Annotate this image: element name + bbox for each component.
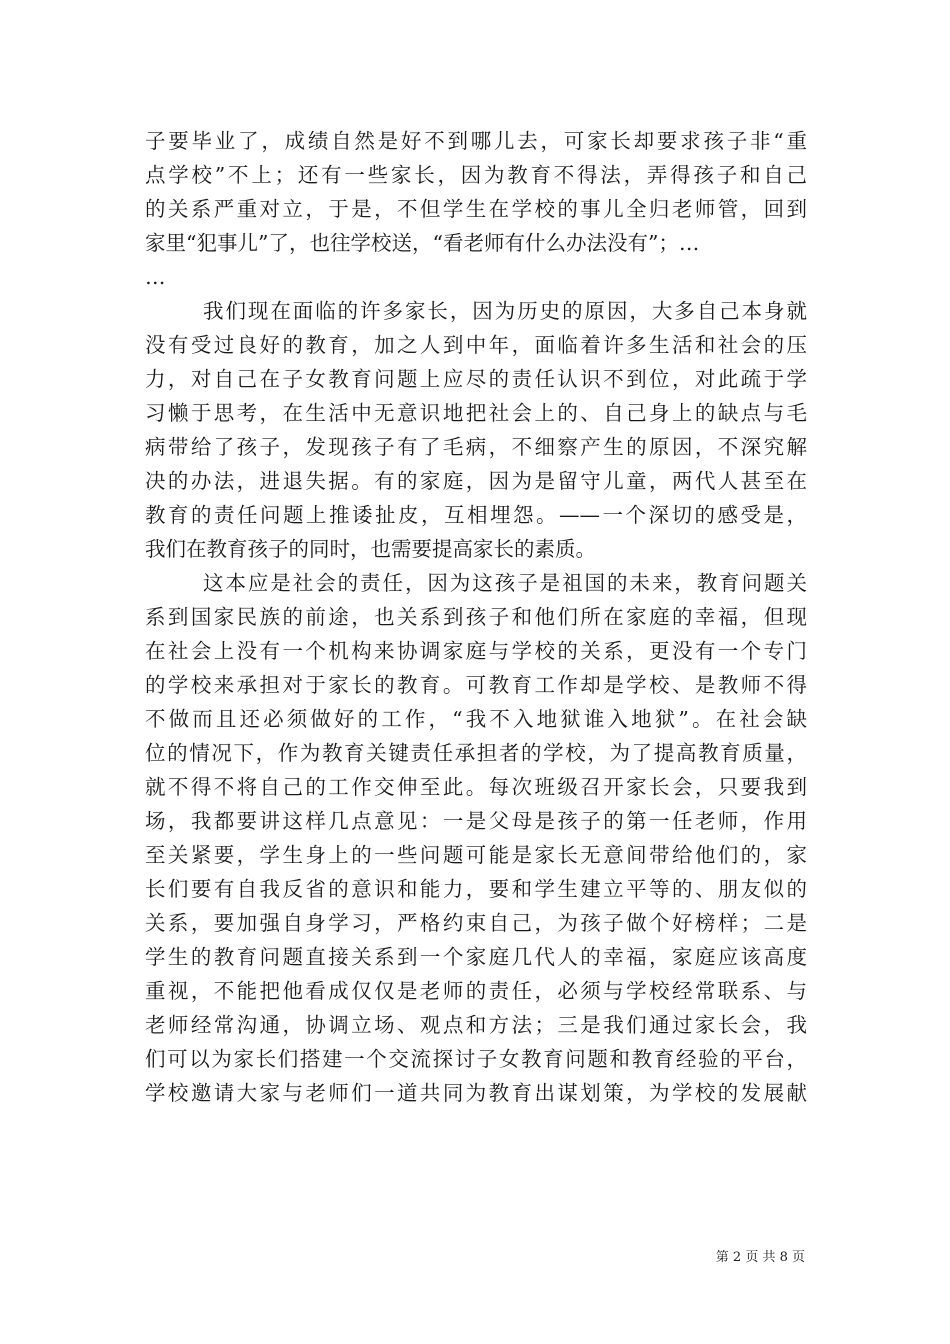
text-line: 重视，不能把他看成仅仅是老师的责任，必须与学校经常联系、与 [145, 979, 807, 1003]
paragraph [145, 124, 807, 294]
text-line: 我们在教育孩子的同时，也需要提高家长的素质。 [145, 537, 596, 561]
text-line: 我们现在面临的许多家长，因为历史的原因，大多自己本身就 [203, 299, 807, 323]
text-line: 场，我都要讲这样几点意见：一是父母是孩子的第一任老师，作用 [145, 809, 807, 833]
text-line: 习懒于思考，在生活中无意识地把社会上的、自己身上的缺点与毛 [145, 401, 807, 425]
text-line: 关系，要加强自身学习，严格约束自己，为孩子做个好榜样；二是 [145, 911, 807, 935]
paragraph [145, 294, 807, 566]
text-line: 这本应是社会的责任，因为这孩子是祖国的未来，教育问题关 [203, 571, 807, 595]
text-line: 子要毕业了，成绩自然是好不到哪儿去，可家长却要求孩子非“重 [145, 129, 807, 153]
text-line: 学生的教育问题直接关系到一个家庭几代人的幸福，家庭应该高度 [145, 945, 807, 969]
text-line: 的学校来承担对于家长的教育。可教育工作却是学校、是教师不得 [145, 673, 807, 697]
text-line: 点学校”不上；还有一些家长，因为教育不得法，弄得孩子和自己 [145, 163, 807, 187]
text-line: 学校邀请大家与老师们一道共同为教育出谋划策，为学校的发展献 [145, 1081, 807, 1105]
text-line: … [145, 265, 166, 289]
paragraph [145, 566, 807, 1110]
text-line: 的关系严重对立，于是，不但学生在学校的事儿全归老师管，回到 [145, 197, 807, 221]
text-line: 决的办法，进退失据。有的家庭，因为是留守儿童，两代人甚至在 [145, 469, 807, 493]
text-line: 病带给了孩子，发现孩子有了毛病，不细察产生的原因，不深究解 [145, 435, 807, 459]
text-line: 没有受过良好的教育，加之人到中年，面临着许多生活和社会的压 [145, 333, 807, 357]
text-line: 长们要有自我反省的意识和能力，要和学生建立平等的、朋友似的 [145, 877, 807, 901]
text-line: 们可以为家长们搭建一个交流探讨子女教育问题和教育经验的平台， [145, 1047, 807, 1071]
text-line: 位的情况下，作为教育关键责任承担者的学校，为了提高教育质量， [145, 741, 807, 765]
text-line: 系到国家民族的前途，也关系到孩子和他们所在家庭的幸福，但现 [145, 605, 807, 629]
text-line: 至关紧要，学生身上的一些问题可能是家长无意间带给他们的，家 [145, 843, 807, 867]
text-line: 在社会上没有一个机构来协调家庭与学校的关系，更没有一个专门 [145, 639, 807, 663]
text-line: 老师经常沟通，协调立场、观点和方法；三是我们通过家长会，我 [145, 1013, 807, 1037]
body-text [145, 124, 807, 1110]
text-line: 力，对自己在子女教育问题上应尽的责任认识不到位，对此疏于学 [145, 367, 807, 391]
text-line: 教育的责任问题上推诿扯皮，互相埋怨。——一个深切的感受是， [145, 503, 807, 527]
text-line: 家里“犯事儿”了，也往学校送，“看老师有什么办法没有”；… [145, 231, 700, 255]
text-line: 不做而且还必须做好的工作，“我不入地狱谁入地狱”。在社会缺 [145, 707, 807, 731]
text-line: 就不得不将自己的工作交伸至此。每次班级召开家长会，只要我到 [145, 775, 807, 799]
page-number: 第 2 页 共 8 页 [715, 1250, 805, 1265]
